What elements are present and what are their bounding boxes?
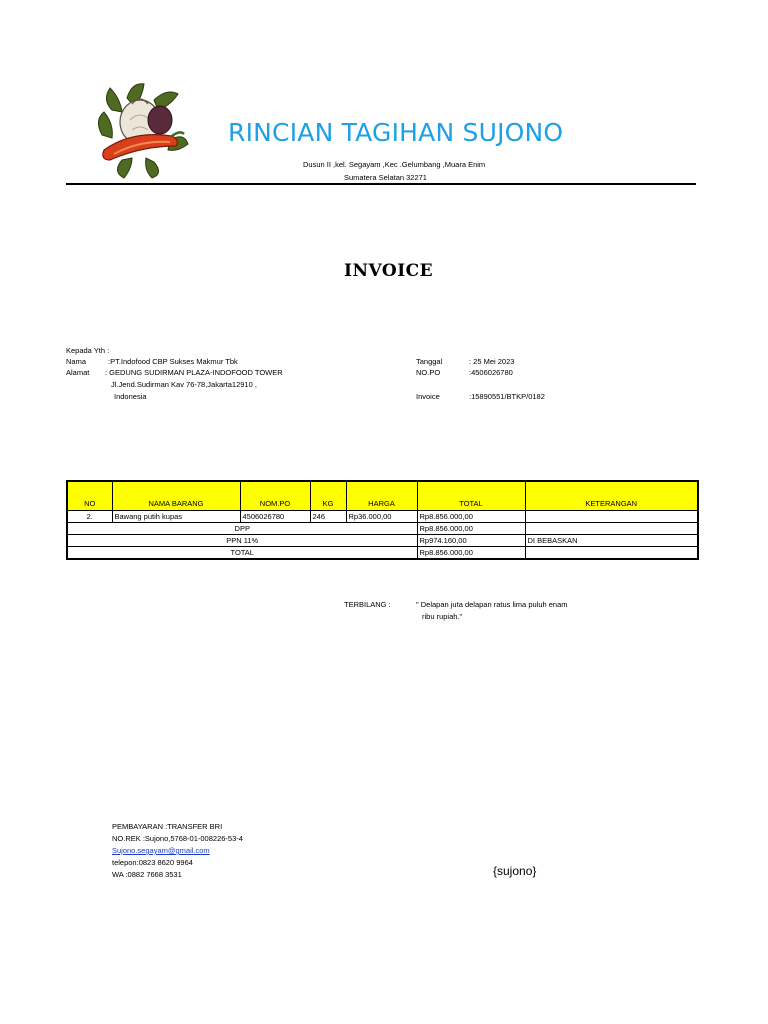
cell-no: 2.: [67, 511, 112, 523]
total-label: TOTAL: [67, 547, 417, 560]
cell-harga: Rp36.000,00: [346, 511, 417, 523]
tanggal-label: Tanggal: [416, 357, 443, 366]
nopo-label: NO.PO: [416, 368, 441, 377]
terbilang-line2: ribu rupiah.": [422, 612, 463, 621]
nopo-value: :4506026780: [469, 368, 513, 377]
ppn-note: DI BEBASKAN: [525, 535, 698, 547]
payment-norek: NO.REK :Sujono,5768-01-008226-53-4: [112, 834, 243, 843]
invoice-number-label: Invoice: [416, 392, 440, 401]
signature: {sujono}: [493, 864, 537, 878]
kepada-label: Kepada Yth :: [66, 346, 110, 355]
alamat-line1: : GEDUNG SUDIRMAN PLAZA-INDOFOOD TOWER: [105, 368, 283, 377]
cell-keterangan: [525, 511, 698, 523]
ppn-value: Rp974.160,00: [417, 535, 525, 547]
dpp-note: [525, 523, 698, 535]
ppn-row: [67, 535, 698, 547]
ppn-label: PPN 11%: [67, 535, 417, 547]
dpp-value: Rp8.856.000,00: [417, 523, 525, 535]
company-address-line2: Sumatera Selatan 32271: [344, 173, 427, 182]
cell-nama-barang: Bawang putih kupas: [112, 511, 240, 523]
cell-total: Rp8.856.000,00: [417, 511, 525, 523]
payment-method: PEMBAYARAN :TRANSFER BRI: [112, 822, 223, 831]
col-header-harga: HARGA: [346, 481, 417, 511]
tanggal-value: : 25 Mei 2023: [469, 357, 515, 366]
invoice-table: [66, 480, 699, 560]
alamat-line3: Indonesia: [114, 392, 147, 401]
header-divider: [66, 183, 696, 185]
col-header-kg: KG: [310, 481, 346, 511]
cell-nom-po: 4506026780: [240, 511, 310, 523]
alamat-label: Alamat: [66, 368, 90, 377]
payment-telepon: telepon:0823 8620 9964: [112, 858, 193, 867]
dpp-label: DPP: [67, 523, 417, 535]
payment-wa: WA :0882 7668 3531: [112, 870, 182, 879]
cell-kg: 246: [310, 511, 346, 523]
table-header-row: [67, 481, 698, 511]
nama-value: :PT.Indofood CBP Sukses Makmur Tbk: [108, 357, 238, 366]
table-row: [67, 511, 698, 523]
company-logo-icon: [92, 80, 192, 180]
company-address-line1: Dusun II ,kel. Segayam ,Kec .Gelumbang ,Muara Enim: [303, 160, 486, 169]
dpp-row: [67, 523, 698, 535]
col-header-keterangan: KETERANGAN: [525, 481, 698, 511]
col-header-nama-barang: NAMA BARANG: [112, 481, 240, 511]
invoice-number-value: :15890551/BTKP/0182: [469, 392, 545, 401]
payment-email-link[interactable]: Sujono.segayam@gmail.com: [112, 846, 210, 855]
total-note: [525, 547, 698, 560]
col-header-nom-po: NOM.PO: [240, 481, 310, 511]
nama-label: Nama: [66, 357, 87, 366]
invoice-company-title: RINCIAN TAGIHAN SUJONO: [228, 118, 564, 147]
total-value: Rp8.856.000,00: [417, 547, 525, 560]
total-row: [67, 547, 698, 560]
terbilang-label: TERBILANG :: [344, 600, 391, 609]
alamat-line2: Jl.Jend.Sudirman Kav 76-78,Jakarta12910 ,: [111, 380, 257, 389]
col-header-no: NO: [67, 481, 112, 511]
col-header-total: TOTAL: [417, 481, 525, 511]
terbilang-line1: " Delapan juta delapan ratus lima puluh enam: [416, 600, 568, 609]
invoice-heading: INVOICE: [344, 261, 434, 281]
